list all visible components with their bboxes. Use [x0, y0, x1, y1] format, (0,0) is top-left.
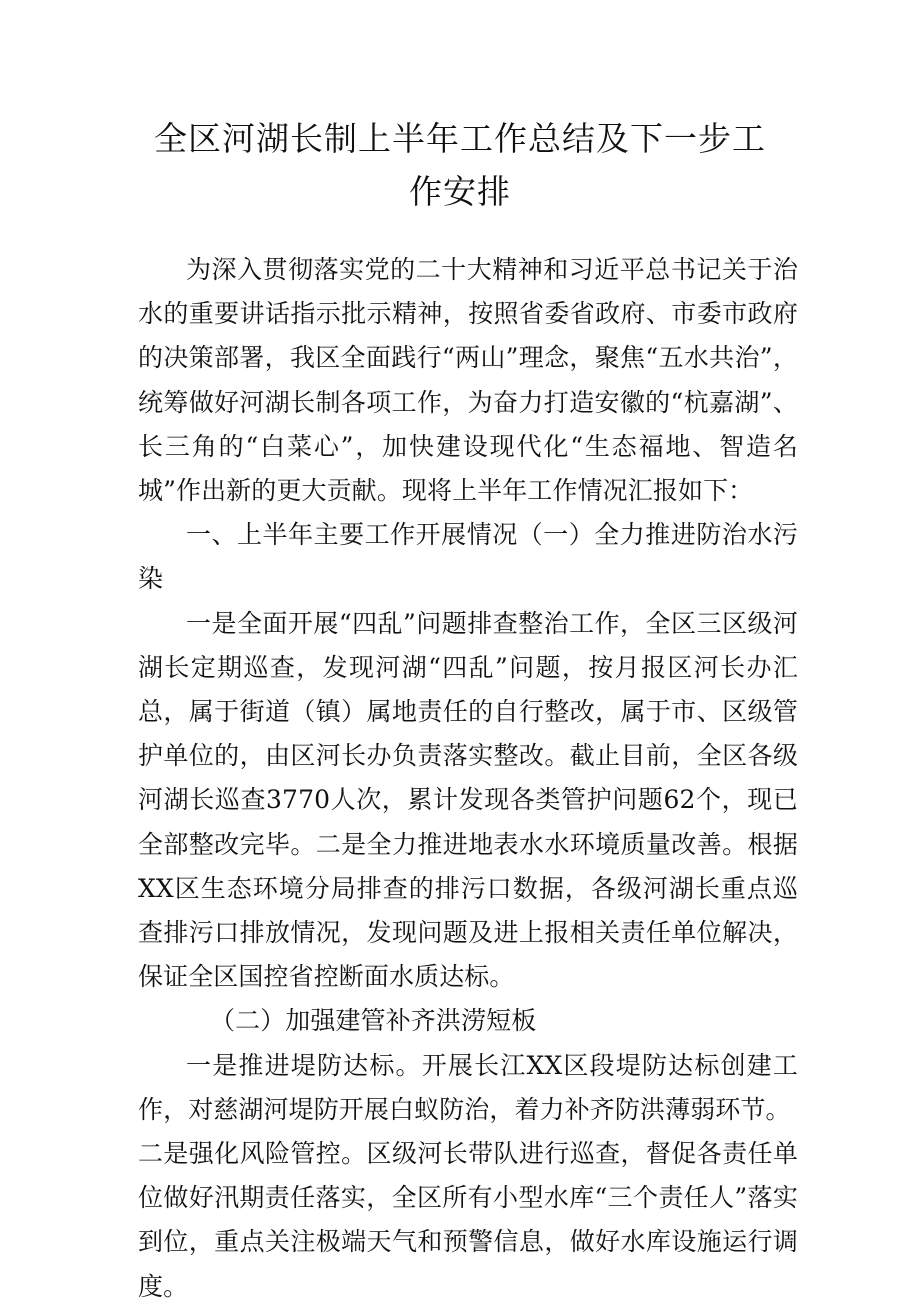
intro-paragraph: 为深入贯彻落实党的二十大精神和习近平总书记关于治水的重要讲话指示批示精神，按照省委省政府、市委市政府的决策部署，我区全面践行“两山”理念，聚焦“五水共治”，统筹做好河湖长制各项工作，为奋力打造安徽的“杭嘉湖”、长三角的“白菜心”，加快建设现代化“生态福地、智造名城”作出新的更大贡献。现将上半年工作情况汇报如下： [138, 255, 798, 506]
water-pollution-paragraph: 一是全面开展“四乱”问题排查整治工作，全区三区级河湖长定期巡查，发现河湖“四乱”问题，按月报区河长办汇总，属于街道（镇）属地责任的自行整改，属于市、区级管护单位的，由区河长办负责落实整改。截止目前，全区各级河湖长巡查3770人次，累计发现各类管护问题62个，现已全部整改完毕。二是全力推进地表水水环境质量改善。根据XX区生态环境分局排查的排污口数据，各级河湖长重点巡查排污口排放情况，发现问题及进上报相关责任单位解决，保证全区国控省控断面水质达标。 [138, 608, 798, 992]
levee-standard-paragraph: 一是推进堤防达标。开展长江XX区段堤防达标创建工作，对慈湖河堤防开展白蚁防治，着力补齐防洪薄弱环节。 [138, 1050, 798, 1124]
section-heading-two: （二）加强建管补齐洪涝短板 [210, 1006, 537, 1036]
document-title: 全区河湖长制上半年工作总结及下一步工作安排 [154, 119, 766, 211]
document-body [138, 248, 798, 1309]
risk-control-paragraph: 二是强化风险管控。区级河长带队进行巡查，督促各责任单位做好汛期责任落实，全区所有小型水库“三个责任人”落实到位，重点关注极端天气和预警信息，做好水库设施运行调度。 [138, 1139, 798, 1301]
section-heading-one: 一、上半年主要工作开展情况（一）全力推进防治水污染 [138, 520, 798, 594]
